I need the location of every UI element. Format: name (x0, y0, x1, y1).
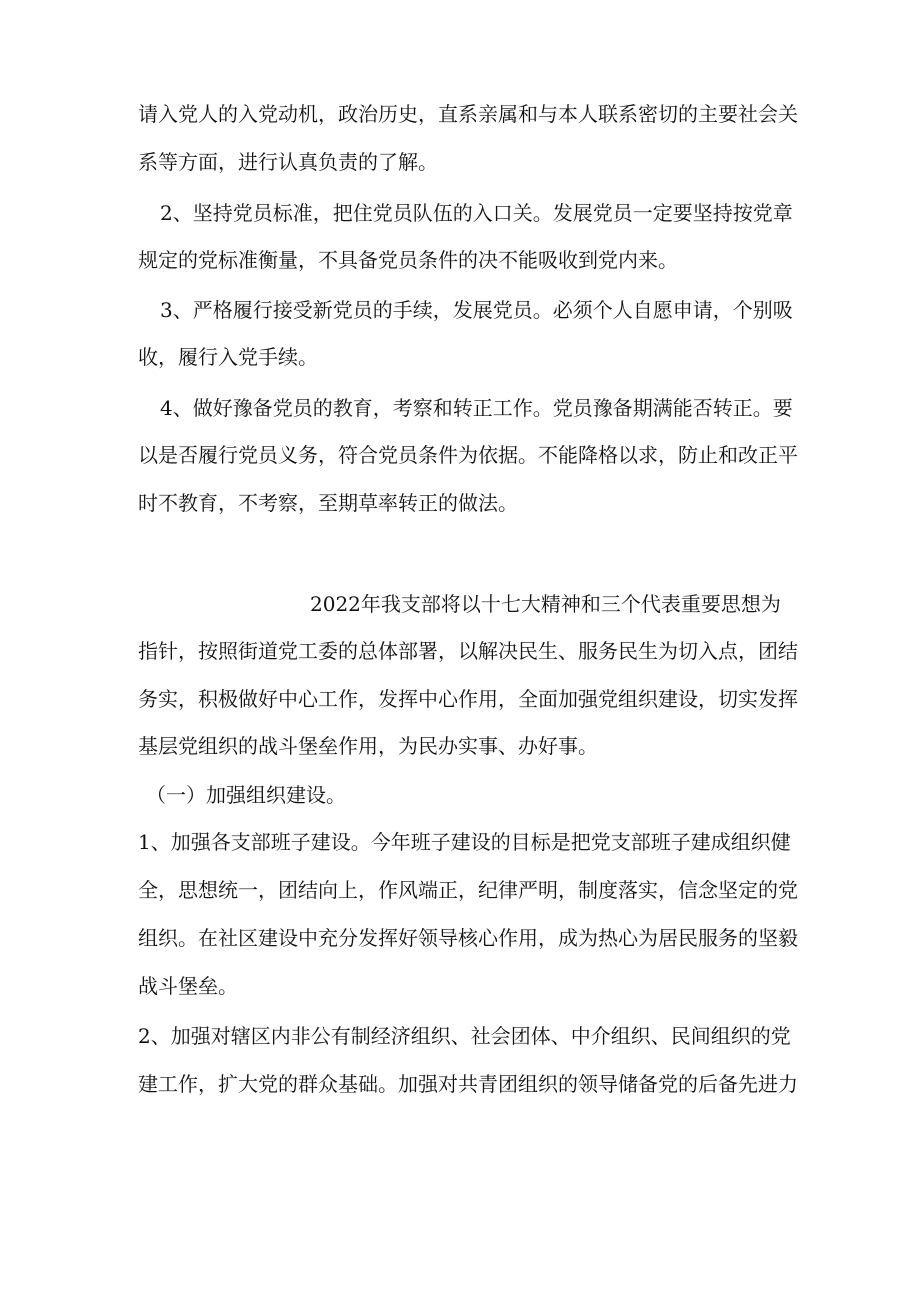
text-line: 建工作，扩大党的群众基础。加强对共青团组织的领导储备党的后备先进力 (138, 1072, 798, 1096)
text-line: 3、严格履行接受新党员的手续，发展党员。必须个人自愿申请，个别吸 (160, 298, 793, 322)
text-line: 时不教育，不考察，至期草率转正的做法。 (138, 491, 518, 515)
text-line: 以是否履行党员义务，符合党员条件为依据。不能降格以求，防止和改正平 (138, 443, 798, 467)
text-line: 指针，按照街道党工委的总体部署，以解决民生、服务民生为切入点，团结 (138, 639, 798, 663)
text-line: 系等方面，进行认真负责的了解。 (138, 150, 438, 174)
text-line: 全，思想统一，团结向上，作风端正，纪律严明，制度落实，信念坚定的党 (138, 878, 798, 902)
text-line: 规定的党标准衡量，不具备党员条件的决不能吸收到党内来。 (138, 248, 678, 272)
section-heading: （一）加强组织建设。 (146, 783, 346, 807)
text-line: 2、坚持党员标准，把住党员队伍的入口关。发展党员一定要坚持按党章 (160, 201, 793, 225)
text-line: 4、做好豫备党员的教育，考察和转正工作。党员豫备期满能否转正。要 (160, 396, 793, 420)
text-line: 战斗堡垒。 (138, 974, 238, 998)
text-line: 基层党组织的战斗堡垒作用，为民办实事、办好事。 (138, 734, 598, 758)
text-line: 组织。在社区建设中充分发挥好领导核心作用，成为热心为居民服务的坚毅 (138, 926, 798, 950)
text-line: 2022年我支部将以十七大精神和三个代表重要思想为 (310, 592, 781, 616)
text-line: 2、加强对辖区内非公有制经济组织、社会团体、中介组织、民间组织的党 (138, 1024, 791, 1048)
text-line: 务实，积极做好中心工作，发挥中心作用，全面加强党组织建设，切实发挥 (138, 687, 798, 711)
text-line: 1、加强各支部班子建设。今年班子建设的目标是把党支部班子建成组织健 (138, 830, 791, 854)
text-line: 请入党人的入党动机，政治历史，直系亲属和与本人联系密切的主要社会关 (138, 102, 798, 126)
text-line: 收，履行入党手续。 (138, 345, 318, 369)
